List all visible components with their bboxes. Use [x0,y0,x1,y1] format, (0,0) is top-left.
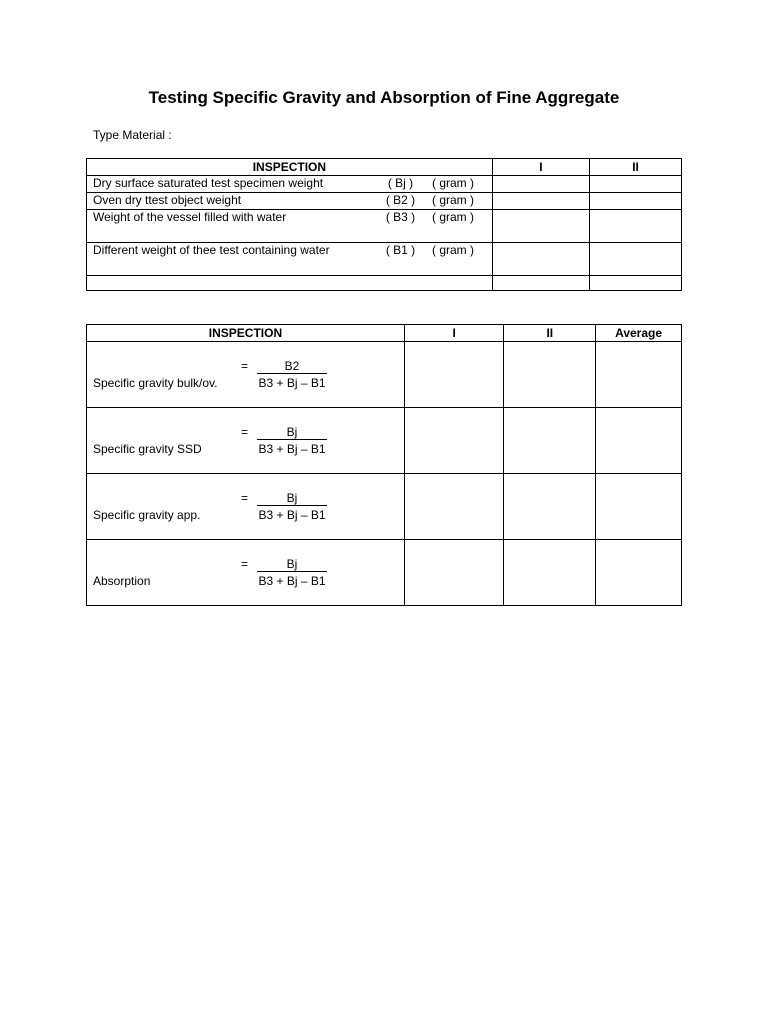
value-cell-i[interactable] [492,243,589,276]
table-row [87,408,682,474]
value-cell-ii[interactable] [590,210,682,243]
formula-denominator: B3 + Bj – B1 [258,442,326,456]
header-ii: II [504,325,596,342]
row-desc-text: Different weight of thee test containing water [93,243,330,257]
formula-numerator: Bj [257,491,327,506]
formula-denominator: B3 + Bj – B1 [258,376,326,390]
equals-sign: = [241,491,249,505]
value-cell-ii[interactable] [504,474,596,540]
header-ii: II [590,159,682,176]
row-description [87,243,493,276]
row-unit: ( gram ) [432,210,474,224]
table-row [87,342,682,408]
empty-cell[interactable] [492,276,589,291]
value-cell-average[interactable] [596,474,682,540]
header-inspection: INSPECTION [87,325,405,342]
inspection-table-2 [86,324,682,606]
inspection-table-1 [86,158,682,291]
row-unit: ( gram ) [432,176,474,190]
row-description [87,176,493,193]
value-cell-average[interactable] [596,540,682,606]
row-unit: ( gram ) [432,193,474,207]
table-header-row [87,325,682,342]
header-i: I [492,159,589,176]
table-row [87,243,682,276]
value-cell-i[interactable] [492,210,589,243]
formula-label: Specific gravity SSD [93,442,202,456]
row-code: ( B2 ) [385,193,416,207]
value-cell-average[interactable] [596,342,682,408]
value-cell-i[interactable] [404,540,504,606]
value-cell-ii[interactable] [590,193,682,210]
table-row-empty [87,276,682,291]
formula-numerator: B2 [257,359,327,374]
value-cell-ii[interactable] [590,176,682,193]
table-row [87,176,682,193]
empty-cell[interactable] [87,276,493,291]
equals-sign: = [241,359,249,373]
formula-cell [87,540,405,606]
row-description [87,210,493,243]
formula-label: Absorption [93,574,151,588]
formula-label: Specific gravity app. [93,508,201,522]
table-row [87,540,682,606]
value-cell-ii[interactable] [504,342,596,408]
row-desc-text: Oven dry ttest object weight [93,193,242,207]
equals-sign: = [241,425,249,439]
value-cell-average[interactable] [596,408,682,474]
equals-sign: = [241,557,249,571]
value-cell-i[interactable] [492,176,589,193]
row-desc-text: Dry surface saturated test specimen weight [93,176,324,190]
value-cell-i[interactable] [404,342,504,408]
table-row [87,193,682,210]
formula-cell [87,342,405,408]
page-title: Testing Specific Gravity and Absorption of Fine Aggregate [148,88,620,107]
formula-numerator: Bj [257,557,327,572]
value-cell-ii[interactable] [590,243,682,276]
header-inspection: INSPECTION [87,159,493,176]
formula-denominator: B3 + Bj – B1 [258,574,326,588]
formula-numerator: Bj [257,425,327,440]
formula-denominator: B3 + Bj – B1 [258,508,326,522]
header-i: I [404,325,504,342]
formula-cell [87,474,405,540]
row-desc-text: Weight of the vessel filled with water [93,210,287,224]
table-row [87,474,682,540]
value-cell-i[interactable] [492,193,589,210]
empty-cell[interactable] [590,276,682,291]
table-row [87,210,682,243]
table-header-row [87,159,682,176]
value-cell-i[interactable] [404,474,504,540]
row-code: ( B1 ) [385,243,416,257]
row-code: ( Bj ) [387,176,414,190]
value-cell-ii[interactable] [504,540,596,606]
formula-label: Specific gravity bulk/ov. [93,376,218,390]
header-average: Average [596,325,682,342]
row-description [87,193,493,210]
formula-cell [87,408,405,474]
value-cell-i[interactable] [404,408,504,474]
type-material-label: Type Material : [93,128,172,142]
row-code: ( B3 ) [385,210,416,224]
row-unit: ( gram ) [432,243,474,257]
value-cell-ii[interactable] [504,408,596,474]
